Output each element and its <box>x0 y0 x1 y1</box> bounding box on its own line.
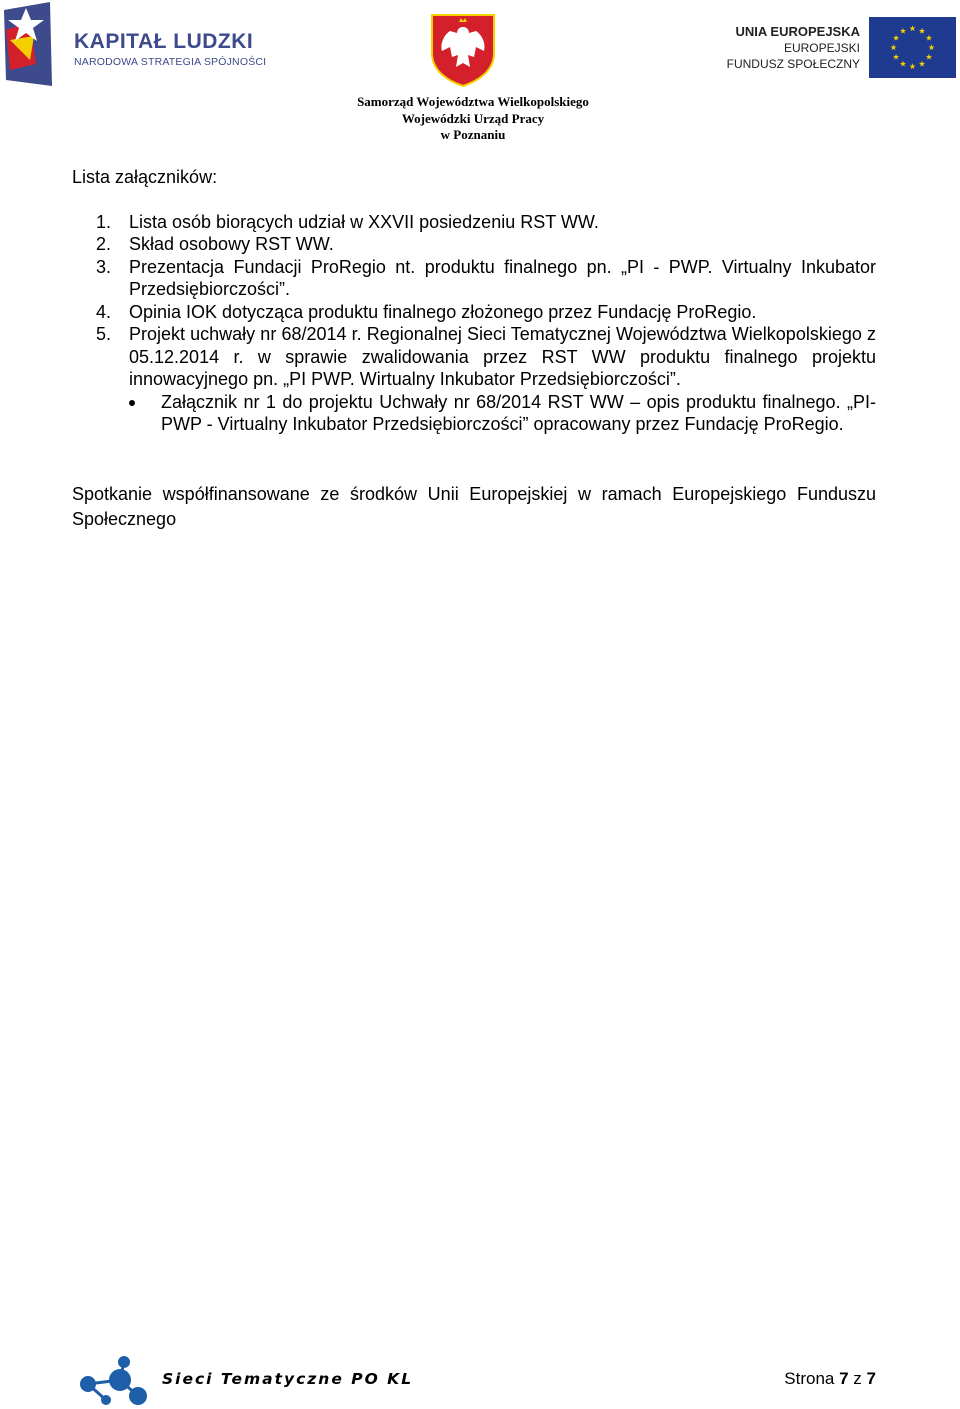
wielkopolska-crest <box>430 13 496 87</box>
footer-brand: Sieci Tematyczne PO KL <box>162 1370 414 1388</box>
list-number: 3. <box>96 256 112 277</box>
eu-line-3: FUNDUSZ SPOŁECZNY <box>726 57 860 71</box>
institution-line-3: w Poznaniu <box>440 127 506 142</box>
page-number <box>784 1369 876 1389</box>
sub-bullet-item <box>72 391 876 436</box>
list-item-text: Lista osób biorących udział w XXVII posiedzeniu RST WW. <box>129 211 599 232</box>
list-number: 1. <box>96 211 112 232</box>
eu-fund-label <box>727 24 860 72</box>
list-item <box>72 211 876 234</box>
attachments-heading: Lista załączników: <box>72 167 218 187</box>
list-item-text: Prezentacja Fundacji ProRegio nt. produktu finalnego pn. „PI - PWP. Virtualny Inkubator Przedsiębiorczości”. <box>129 256 876 299</box>
list-item-text: Projekt uchwały nr 68/2014 r. Regionalnej Sieci Tematycznej Województwa Wielkopolskiego z 05.12.2014 r. w sprawie zwalidowania przez RST WW produktu finalnego projektu innowacyjnego pn. „PI PWP. Wirtualny Inkubator Przedsiębiorczości”. <box>129 324 876 389</box>
page-label: Strona <box>784 1369 835 1388</box>
kapital-ludzki-subtitle: NARODOWA STRATEGIA SPÓJNOŚCI <box>74 56 267 68</box>
list-item <box>72 301 876 324</box>
list-item <box>72 323 876 391</box>
institution-line-1: Samorząd Województwa Wielkopolskiego <box>357 94 589 109</box>
eu-line-2: EUROPEJSKI <box>783 41 860 55</box>
network-logo-icon <box>76 1354 158 1406</box>
list-number: 4. <box>96 301 112 322</box>
eu-line-1: UNIA EUROPEJSKA <box>735 24 860 39</box>
attachments-list <box>72 211 876 391</box>
page-current: 7 <box>839 1369 849 1388</box>
institution-name <box>330 94 616 144</box>
list-item <box>72 233 876 256</box>
page-total: 7 <box>866 1369 876 1388</box>
kapital-ludzki-title: KAPITAŁ LUDZKI <box>74 30 254 53</box>
list-number: 5. <box>96 324 112 344</box>
list-item-text: Skład osobowy RST WW. <box>129 234 334 254</box>
page-sep: z <box>853 1369 862 1388</box>
eu-flag <box>869 17 956 78</box>
list-number: 2. <box>96 234 112 254</box>
list-item-text: Opinia IOK dotycząca produktu finalnego złożonego przez Fundację ProRegio. <box>129 301 757 322</box>
bullet-icon <box>129 400 135 406</box>
sub-bullet-text: Załącznik nr 1 do projektu Uchwały nr 68/2014 RST WW – opis produktu finalnego. „PI- PWP - Virtualny Inkubator Przedsiębiorczości” opracowany przez Fundację ProRegio. <box>161 391 876 434</box>
document-body <box>72 166 876 550</box>
institution-line-2: Wojewódzki Urząd Pracy <box>401 110 545 126</box>
funding-note: Spotkanie współfinansowane ze środków Unii Europejskiej w ramach Europejskiego Funduszu Społecznego <box>72 483 876 529</box>
list-item <box>72 256 876 301</box>
